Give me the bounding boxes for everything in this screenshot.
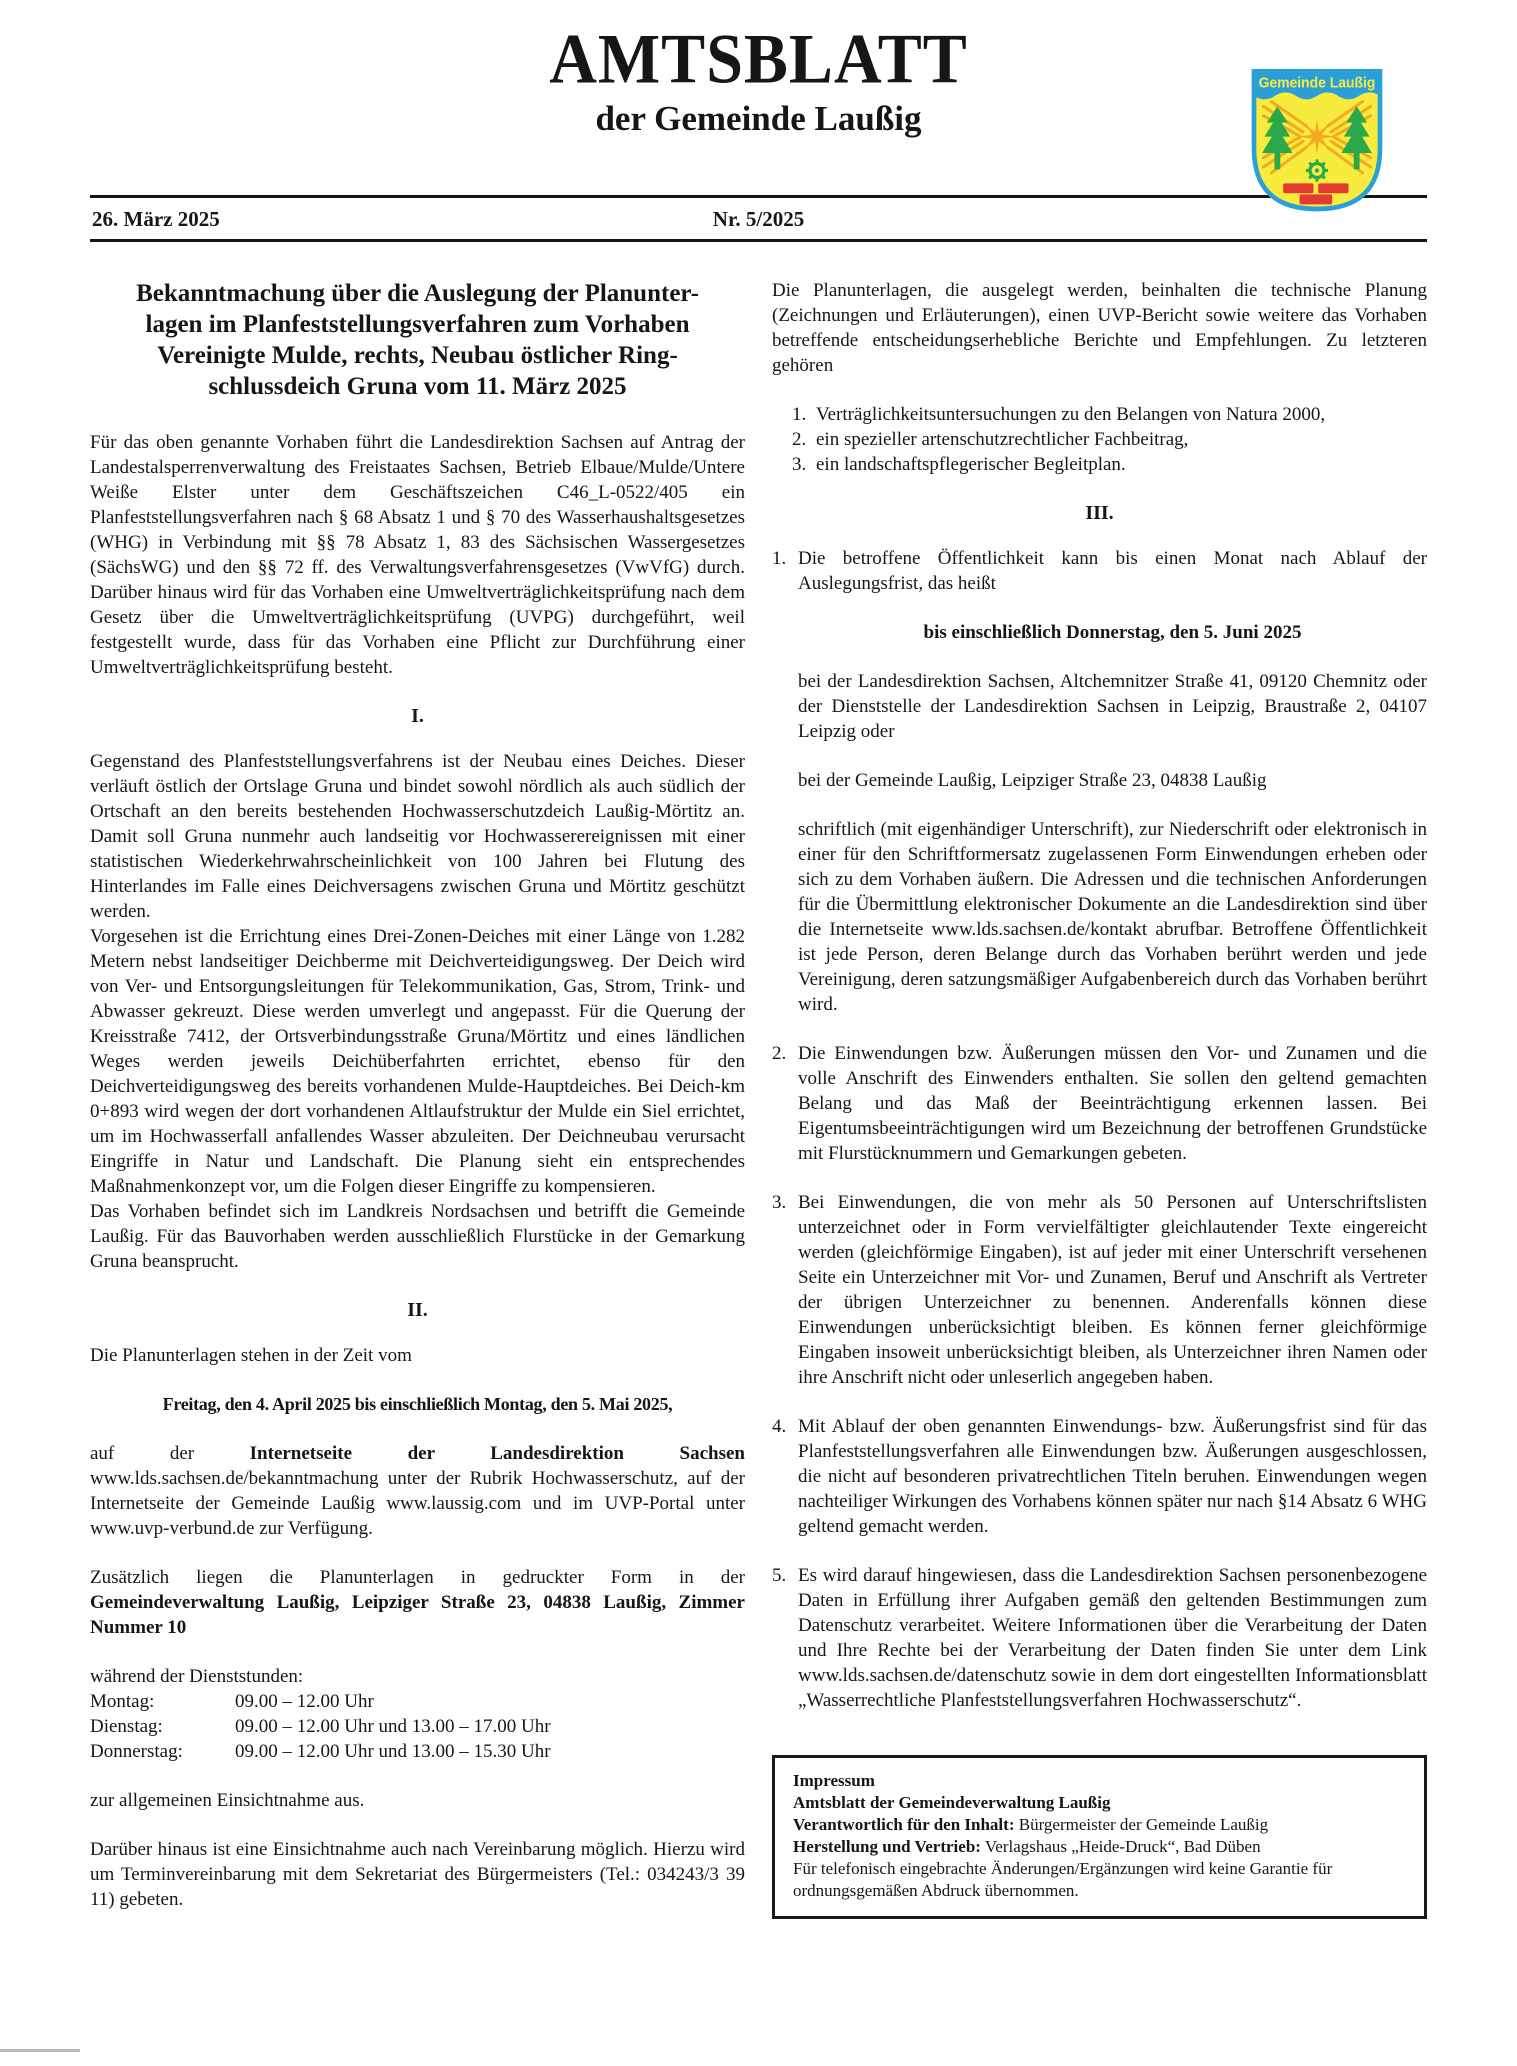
annex-item-number: 3. — [792, 453, 807, 475]
paragraph-dike-construction: Vorgesehen ist die Errichtung eines Drei-Zonen-Deiches mit einer Länge von 1.282 Metern nebst landseitiger Deichberme mit Deichverteidigungsweg. Der Deich wird von Ver- und Entsorgungsleitungen für Telekommunikation, Gas, Strom, Trink- und Abwasser gekreuzt. Diese werden umverlegt und angepasst. Für die Querung der Kreisstraße 7412, der Ortsverbindungsstraße Gruna/Mörtitz und eines ländlichen Weges werden jeweils Deichüberfahrten errichtet, ebenso für den Deichverteidigungsweg des bereits vorhandenen Mulde-Hauptdeiches. Bei Deich-km 0+893 wird wegen der dort vorhandenen Altlaufstruktur der Mulde ein Siel errichtet, um im Hochwasserfall anfallendes Wasser abzuleiten. Der Deichneubau verursacht Eingriffe in Natur und Landschaft. Die Planung sieht ein entsprechendes Maßnahmenkonzept vor, um die Folgen dieser Eingriffe zu kompensieren. — [90, 925, 745, 1197]
paragraph-project-location: Das Vorhaben befindet sich im Landkreis Nordsachsen und betrifft die Gemeinde Laußig. Für das Bauvorhaben werden ausschließlich Flurstücke in der Gemarkung Gruna beansprucht. — [90, 1200, 745, 1272]
dateline — [90, 198, 1427, 239]
impressum-production — [793, 1836, 1406, 1858]
impressum-label: Herstellung und Vertrieb: — [793, 1836, 981, 1856]
objection-item-2 — [772, 1041, 1427, 1166]
paragraph-appointment: Darüber hinaus ist eine Einsichtnahme auch nach Vereinbarung möglich. Hierzu wird um Terminvereinbarung mit dem Sekretariat des Bürgermeisters (Tel.: 034243/3 39 11) gebeten. — [90, 1838, 745, 1910]
text-segment-bold: Internetseite der Landesdirektion Sachsen — [249, 1442, 745, 1464]
municipality-coat-of-arms-icon — [1243, 62, 1391, 216]
right-column — [772, 278, 1427, 1919]
paragraph-online-display — [90, 1441, 745, 1541]
annex-item-number: 1. — [792, 403, 807, 425]
annex-list — [792, 402, 1427, 477]
item-number: 5. — [772, 1564, 787, 1586]
section-heading-2: II. — [407, 1298, 428, 1321]
paragraph-printed-display — [90, 1565, 745, 1640]
announcement-title-line: lagen im Planfeststellungsverfahren zum Vorhaben — [145, 310, 690, 338]
announcement-title-line: Vereinigte Mulde, rechts, Neubau östlicher Ring- — [157, 341, 678, 369]
objection-item-5 — [772, 1563, 1427, 1713]
display-period-dates: Freitag, den 4. April 2025 bis einschließlich Montag, den 5. Mai 2025, — [162, 1393, 673, 1414]
item-number: 2. — [772, 1042, 787, 1064]
display-period-intro: Die Planunterlagen stehen in der Zeit vom — [90, 1344, 412, 1366]
office-hours-time: 09.00 – 12.00 Uhr und 13.00 – 15.30 Uhr — [235, 1740, 551, 1762]
impressum-value: Verlagshaus „Heide-Druck“, Bad Düben — [980, 1836, 1261, 1856]
masthead-subtitle: der Gemeinde Laußig — [595, 99, 922, 138]
objection-item-3 — [772, 1190, 1427, 1390]
office-hours-time: 09.00 – 12.00 Uhr — [235, 1690, 374, 1712]
masthead-title: AMTSBLATT — [549, 19, 968, 99]
text-segment-bold: Gemeindeverwaltung Laußig, Leipziger Straße 23, 04838 Laußig, Zimmer Nummer 10 — [90, 1591, 745, 1638]
paragraph-project-subject: Gegenstand des Planfeststellungsverfahrens ist der Neubau eines Deiches. Dieser verläuft östlich der Ortslage Gruna und bindet sowohl nördlich als auch südlich der Ortschaft an den bereits bestehenden Hochwasserschutzdeich Laußig-Mörtitz an. Damit soll Gruna nunmehr auch landseitig vor Hochwasserereignissen mit einer statistischen Wiederkehrwahrscheinlichkeit von 100 Jahren bei Flutung des Hinterlandes im Falle eines Deichversagens zwischen Gruna und Mörtitz geschützt werden. — [90, 750, 745, 922]
item-number: 1. — [772, 547, 787, 569]
annex-item-text: ein landschaftspflegerischer Begleitplan. — [816, 453, 1126, 475]
text-segment: auf der — [90, 1442, 250, 1464]
office-hours-table — [90, 1689, 745, 1764]
objection-item-1 — [772, 546, 1427, 1017]
objection-deadline: bis einschließlich Donnerstag, den 5. Juni 2025 — [923, 621, 1302, 643]
objection-item-4 — [772, 1414, 1427, 1539]
section-heading-1: I. — [411, 704, 424, 727]
objection-address-chemnitz-leipzig: bei der Landesdirektion Sachsen, Altchemnitzer Straße 41, 09120 Chemnitz oder der Dienststelle der Landesdirektion Sachsen in Leipzig, Braustraße 2, 04107 Leipzig oder — [798, 670, 1427, 742]
issue-date: 26. März 2025 — [92, 206, 220, 231]
announcement-title-line: schlussdeich Gruna vom 11. März 2025 — [208, 372, 627, 400]
paragraph-documents: Die Planunterlagen, die ausgelegt werden, beinhalten die technische Planung (Zeichnungen und Erläuterungen), einen UVP-Bericht sowie weitere das Vorhaben betreffende entscheidungserhebliche Berichte und Empfehlungen. Zu letzteren gehören — [772, 279, 1427, 376]
item-body — [798, 546, 1427, 1017]
paragraph-legal-basis: Für das oben genannte Vorhaben führt die Landesdirektion Sachsen auf Antrag der Landestalsperrenverwaltung des Freistaates Sachsen, Betrieb Elbaue/Mulde/Untere Weiße Elster unter dem Geschäftszeichen C46_L-0522/405 ein Planfeststellungsverfahren nach § 68 Absatz 1 und § 70 des Wasserhaushaltsgesetzes (WHG) in Verbindung mit §§ 78 Absatz 1, 83 des Sächsischen Wassergesetzes (SächsWG) und den §§ 72 ff. des Verwaltungsverfahrensgesetzes (VwVfG) durch. Darüber hinaus wird für das Vorhaben eine Umweltverträglichkeitsprüfung nach dem Gesetz über die Umweltverträglichkeitsprüfung (UVPG) durchgeführt, weil festgestellt wurde, dass für das Vorhaben eine Pflicht zur Durchführung einer Umweltverträglichkeitsprüfung besteht. — [90, 431, 745, 678]
scan-edge-artifact — [0, 2049, 80, 2052]
section-heading-3: III. — [1085, 501, 1114, 524]
item-text: Bei Einwendungen, die von mehr als 50 Personen auf Unterschriftslisten unterzeichnet oder in Form vervielfältigter gleichlautender Texte eingereicht werden (gleichförmige Eingaben), ist auf jeder mit einer Unterschrift versehenen Seite ein Unterzeichner mit Vor- und Zunamen, Beruf und Anschrift als Vertreter der übrigen Unterzeichner zu benennen. Anderenfalls können diese Einwendungen unberücksichtigt bleiben. Es können ferner gleichförmige Eingaben insoweit unberücksichtigt bleiben, als Unterzeichner ihren Namen oder ihre Anschrift nicht oder unleserlich angegeben haben. — [798, 1191, 1427, 1388]
annex-list-item — [792, 402, 1427, 427]
impressum-publication: Amtsblatt der Gemeindeverwaltung Laußig — [793, 1792, 1111, 1812]
item-number: 4. — [772, 1415, 787, 1437]
office-hours-day: Montag: — [90, 1690, 155, 1712]
annex-item-number: 2. — [792, 428, 807, 450]
left-column — [90, 278, 745, 1919]
annex-item-text: ein spezieller artenschutzrechtlicher Fachbeitrag, — [816, 428, 1189, 450]
header-rule-bottom — [90, 239, 1427, 242]
gear-icon — [1306, 159, 1328, 181]
item-text: Die Einwendungen bzw. Äußerungen müssen den Vor- und Zunamen und die volle Anschrift des Einwenders enthalten. Sie sollen den geltend gemachten Belang und das Maß der Beeinträchtigung erkennen lassen. Bei Eigentumsbeeinträchtigungen wird um Bezeichnung der betroffenen Grundstücke mit Flurstücknummern und Gemarkungen gebeten. — [798, 1042, 1427, 1164]
text-segment: Zusätzlich liegen die Planunterlagen in gedruckter Form in der — [90, 1566, 745, 1588]
annex-item-text: Verträglichkeitsuntersuchungen zu den Belangen von Natura 2000, — [816, 403, 1326, 425]
annex-list-item — [792, 427, 1427, 452]
announcement-title — [90, 278, 745, 402]
impressum-value: Bürgermeister der Gemeinde Laußig — [1014, 1814, 1269, 1834]
impressum-note: Für telefonisch eingebrachte Änderungen/Ergänzungen wird keine Garantie für ordnungsgemäßen Abdruck übernommen. — [793, 1858, 1333, 1900]
item-text: Mit Ablauf der oben genannten Einwendungs- bzw. Äußerungsfrist sind für das Planfeststellungsverfahren alle Einwendungen bzw. Äußerungen ausgeschlossen, die nicht auf besonderen privatrechtlichen Titeln beruhen. Einwendungen wegen nachteiliger Wirkungen des Vorhabens können später nur nach §14 Absatz 6 WHG geltend gemacht werden. — [798, 1415, 1427, 1537]
coat-banner-text: Gemeinde Laußig — [1258, 75, 1376, 92]
office-hours-intro: während der Dienststunden: — [90, 1665, 304, 1687]
impressum-label: Verantwortlich für den Inhalt: — [793, 1814, 1015, 1834]
office-hours-row — [90, 1714, 745, 1739]
office-hours-day: Dienstag: — [90, 1715, 163, 1737]
item-number: 3. — [772, 1191, 787, 1213]
office-hours-day: Donnerstag: — [90, 1740, 183, 1762]
office-hours-row — [90, 1689, 745, 1714]
annex-list-item — [792, 452, 1427, 477]
impressum-title: Impressum — [793, 1770, 875, 1790]
two-column-body — [90, 278, 1427, 1919]
office-hours-time: 09.00 – 12.00 Uhr und 13.00 – 17.00 Uhr — [235, 1715, 551, 1737]
masthead — [90, 0, 1427, 139]
objection-intro: Die betroffene Öffentlichkeit kann bis einen Monat nach Ablauf der Auslegungsfrist, das heißt — [798, 547, 1427, 594]
paragraph-inspection: zur allgemeinen Einsichtnahme aus. — [90, 1789, 365, 1811]
impressum-box — [772, 1755, 1427, 1919]
item-text: Es wird darauf hingewiesen, dass die Landesdirektion Sachsen personenbezogene Daten in Erfüllung ihrer Aufgaben gemäß den geltenden Bestimmungen zum Datenschutz verarbeitet. Weitere Informationen über die Verarbeitung der Daten und Ihre Rechte bei der Verarbeitung der Daten finden Sie unter dem Link www.lds.sachsen.de/datenschutz sowie in dem dort eingestellten Informationsblatt „Wasserrechtliche Planfeststellungsverfahren Hochwasserschutz“. — [798, 1564, 1427, 1711]
star-icon — [1300, 119, 1335, 154]
office-hours-row — [90, 1739, 745, 1764]
objection-address-laussig: bei der Gemeinde Laußig, Leipziger Straße 23, 04838 Laußig — [798, 769, 1267, 791]
announcement-title-line: Bekanntmachung über die Auslegung der Planunter- — [136, 279, 699, 307]
impressum-responsible — [793, 1814, 1406, 1836]
objection-form-requirements: schriftlich (mit eigenhändiger Unterschrift), zur Niederschrift oder elektronisch in einer für den Schriftformersatz zugelassenen Form Einwendungen erheben oder sich zu dem Vorhaben äußern. Die Adressen und die technischen Anforderungen für die Übermittlung elektronischer Dokumente an die Landesdirektion sind über die Internetseite www.lds.sachsen.de/kontakt abrufbar. Betroffene Öffentlichkeit ist jede Person, deren Belange durch das Vorhaben berührt werden und jede Vereinigung, deren satzungsmäßiger Aufgabenbereich durch das Vorhaben berührt wird. — [798, 818, 1427, 1015]
text-segment: www.lds.sachsen.de/bekanntmachung unter der Rubrik Hochwasserschutz, auf der Internetseite der Gemeinde Laußig www.laussig.com und im UVP-Portal unter www.uvp-verbund.de zur Verfügung. — [90, 1467, 745, 1539]
issue-number: Nr. 5/2025 — [712, 206, 805, 231]
